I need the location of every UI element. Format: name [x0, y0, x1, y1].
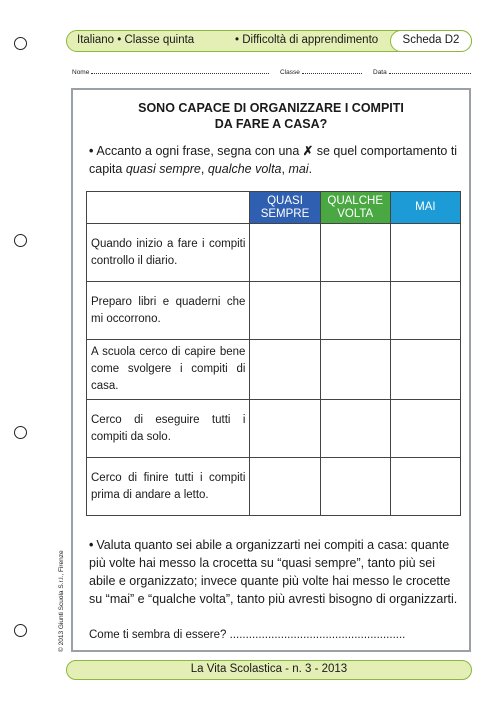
statement-cell: Cerco di eseguire tutti i compiti da solo.	[87, 400, 250, 458]
self-assessment-table	[86, 191, 461, 516]
binder-hole-2	[14, 234, 27, 247]
evaluation-text	[89, 536, 459, 608]
date-label: Data	[373, 69, 387, 76]
bullet: •	[89, 538, 94, 552]
name-line[interactable]	[91, 68, 269, 74]
checkbox-qualche-volta[interactable]	[320, 282, 390, 340]
checkbox-qualche-volta[interactable]	[320, 224, 390, 282]
title-line-1: SONO CAPACE DI ORGANIZZARE I COMPITI	[138, 101, 404, 115]
header-bar	[66, 30, 472, 52]
self-rating-answer-line[interactable]: .......................................................	[229, 629, 406, 641]
checkbox-mai[interactable]	[390, 400, 460, 458]
checkbox-qualche-volta[interactable]	[320, 340, 390, 400]
checkbox-mai[interactable]	[390, 224, 460, 282]
table-row	[87, 282, 461, 340]
header-quasi-sempre	[250, 192, 320, 224]
footer-bar	[66, 660, 472, 680]
blank-header-cell	[87, 192, 250, 224]
checkbox-quasi-sempre[interactable]	[250, 340, 320, 400]
header-text: VOLTA	[337, 207, 374, 220]
checkbox-quasi-sempre[interactable]	[250, 224, 320, 282]
statement-cell: Quando inizio a fare i compiti controllo il diario.	[87, 224, 250, 282]
instruction-text-a: Accanto a ogni frase, segna con una	[96, 144, 303, 158]
option-mai: mai	[288, 162, 309, 176]
worksheet-box	[71, 88, 471, 652]
bullet: •	[89, 144, 94, 158]
sep: ,	[200, 162, 208, 176]
header-text: MAI	[415, 201, 436, 213]
table-row	[87, 458, 461, 516]
option-qualche-volta: qualche volta	[207, 162, 282, 176]
name-label: Nome	[72, 69, 90, 76]
checkbox-mai[interactable]	[390, 458, 460, 516]
sep: ,	[281, 162, 289, 176]
checkbox-quasi-sempre[interactable]	[250, 400, 320, 458]
checkbox-mai[interactable]	[390, 282, 460, 340]
statement-cell: Cerco di finire tutti i compiti prima di andare a letto.	[87, 458, 250, 516]
copyright-note: © 2013 Giunti Scuola S.r.l., Firenze	[58, 550, 65, 652]
self-rating-line	[89, 626, 459, 644]
option-quasi-sempre: quasi sempre	[125, 162, 201, 176]
instruction-text-b: se quel comportamento ti capita	[89, 144, 458, 176]
header-text: QUASI	[267, 194, 303, 207]
header-text: QUALCHE	[327, 194, 383, 207]
name-field[interactable]	[72, 68, 269, 76]
header-mai	[390, 192, 460, 224]
title-line-2: DA FARE A CASA?	[214, 117, 328, 131]
class-field[interactable]	[280, 68, 362, 76]
checkbox-quasi-sempre[interactable]	[250, 282, 320, 340]
statement-cell: A scuola cerco di capire bene come svolgere i compiti di casa.	[87, 340, 250, 400]
checkbox-quasi-sempre[interactable]	[250, 458, 320, 516]
header-subject: Italiano • Classe quinta	[77, 34, 195, 46]
sheet-badge: Scheda D2	[390, 30, 472, 52]
checkbox-mai[interactable]	[390, 340, 460, 400]
class-label: Classe	[280, 69, 300, 76]
table-row	[87, 224, 461, 282]
date-line[interactable]	[389, 68, 471, 74]
table-row	[87, 400, 461, 458]
table-row	[87, 340, 461, 400]
header-text: SEMPRE	[260, 207, 310, 220]
table-header-row	[87, 192, 461, 224]
binder-hole-1	[14, 37, 27, 50]
footer-text: La Vita Scolastica - n. 3 - 2013	[190, 663, 348, 675]
date-field[interactable]	[373, 68, 471, 76]
checkbox-qualche-volta[interactable]	[320, 400, 390, 458]
checkbox-qualche-volta[interactable]	[320, 458, 390, 516]
self-rating-question: Come ti sembra di essere?	[89, 629, 227, 641]
period: .	[308, 162, 313, 176]
instruction	[89, 142, 459, 178]
statement-cell: Preparo libri e quaderni che mi occorrono.	[87, 282, 250, 340]
header-qualche-volta	[320, 192, 390, 224]
binder-hole-4	[14, 624, 27, 637]
cross-mark: ✗	[302, 144, 314, 158]
header-topic: • Difficoltà di apprendimento	[235, 34, 379, 46]
class-line[interactable]	[302, 68, 362, 74]
binder-hole-3	[14, 426, 27, 439]
evaluation-paragraph: Valuta quanto sei abile a organizzarti nei compiti a casa: quante più volte hai messo la crocetta su “quasi sempre”, tanto più sei abile e organizzato; invece quante più volte hai messo le crocette su “mai” e “qualche volta”, tanto più avresti bisogno di organizzarti.	[89, 538, 458, 606]
